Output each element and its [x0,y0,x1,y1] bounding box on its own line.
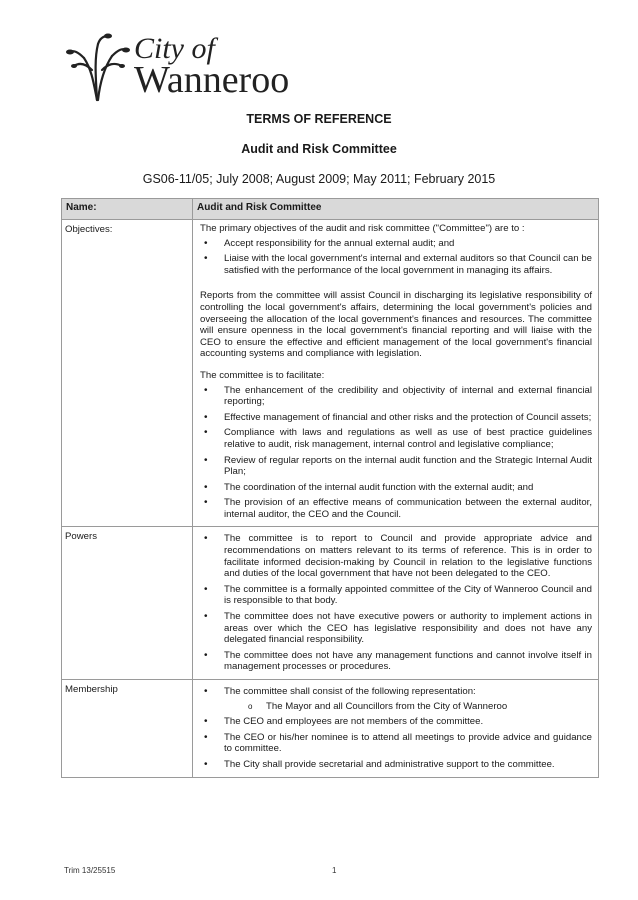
kangaroo-paw-logo-icon [64,30,130,102]
membership-content [193,680,599,778]
objectives-row [62,220,599,527]
membership-label: Membership [62,680,193,778]
powers-label: Powers [62,527,193,680]
powers-row [62,527,599,680]
logo-city-of: City of [134,32,215,65]
list-item: • The coordination of the internal audit function with the external audit; and [224,482,592,494]
list-item [224,686,592,712]
list-item: • The CEO and employees are not members of the committee. [224,716,592,728]
list-item: • The CEO or his/her nominee is to attend all meetings to provide advice and guidance to committee. [224,732,592,755]
list-item: • The committee does not have any management functions and cannot involve itself in management processes or procedures. [224,650,592,673]
objectives-paragraph: Reports from the committee will assist Council in discharging its legislative responsibility of controlling the local government's affairs, determining the local government's policies and overseeing the allocation of the local government's finances and resources. The committee will ensure openness in the local government's financial reporting and will liaise with the CEO to ensure the effective and efficient management of the local government's financial accounting systems and compliance with legislation. [200,290,592,360]
list-item: • The committee does not have executive powers or authority to implement actions in areas over which the CEO has legislative responsibility and does not have any delegated financial responsibility. [224,611,592,646]
trim-reference: Trim 13/25515 [64,866,116,875]
facilitate-list [200,385,592,521]
powers-list [200,533,592,673]
list-item: o The Mayor and all Councillors from the City of Wanneroo [266,701,592,713]
list-item: • Accept responsibility for the annual external audit; and [224,238,592,250]
document-subtitle: Audit and Risk Committee [241,142,397,156]
list-item: • Effective management of financial and other risks and the protection of Council assets; [224,412,592,424]
list-item: • The City shall provide secretarial and administrative support to the committee. [224,759,592,771]
page-number: 1 [332,866,337,875]
objectives-label: Objectives: [62,220,193,527]
logo-wanneroo: Wanneroo [134,59,290,101]
list-item: • The committee is a formally appointed committee of the City of Wanneroo Council and is responsible to that body. [224,584,592,607]
list-item: • Review of regular reports on the internal audit function and the Strategic Internal Audit Plan; [224,455,592,478]
membership-list [200,686,592,771]
table-header-row [62,199,599,220]
facilitate-intro: The committee is to facilitate: [200,369,325,381]
powers-content [193,527,599,680]
name-value: Audit and Risk Committee [193,199,599,220]
terms-table [61,198,599,778]
membership-representation: The committee shall consist of the following representation: [224,686,476,697]
membership-row [62,680,599,778]
list-item: • The provision of an effective means of communication between the external auditor, internal auditor, the CEO and the Council. [224,497,592,520]
document-title: TERMS OF REFERENCE [246,112,392,126]
list-item: • Compliance with laws and regulations as well as use of best practice guidelines relative to audit, risk management, internal control and legislative compliance; [224,427,592,450]
objectives-content [193,220,599,527]
list-item: • Liaise with the local government's internal and external auditors so that Council can be satisfied with the performance of the local government in managing its affairs. [224,253,592,276]
document-reference: GS06-11/05; July 2008; August 2009; May 2011; February 2015 [142,172,496,186]
name-label: Name: [62,199,193,220]
list-item: • The committee is to report to Council and provide appropriate advice and recommendations on matters relevant to its terms of reference. This is in order to facilitate informed decision-making by Council in relation to the legislative functions and duties of the local government that have not been delegated to the CEO. [224,533,592,579]
membership-sub-list [224,701,592,713]
list-item: • The enhancement of the credibility and objectivity of internal and external financial reporting; [224,385,592,408]
objectives-intro: The primary objectives of the audit and risk committee ("Committee") are to : [200,223,525,234]
objectives-list [200,238,592,277]
city-logo [64,30,304,102]
